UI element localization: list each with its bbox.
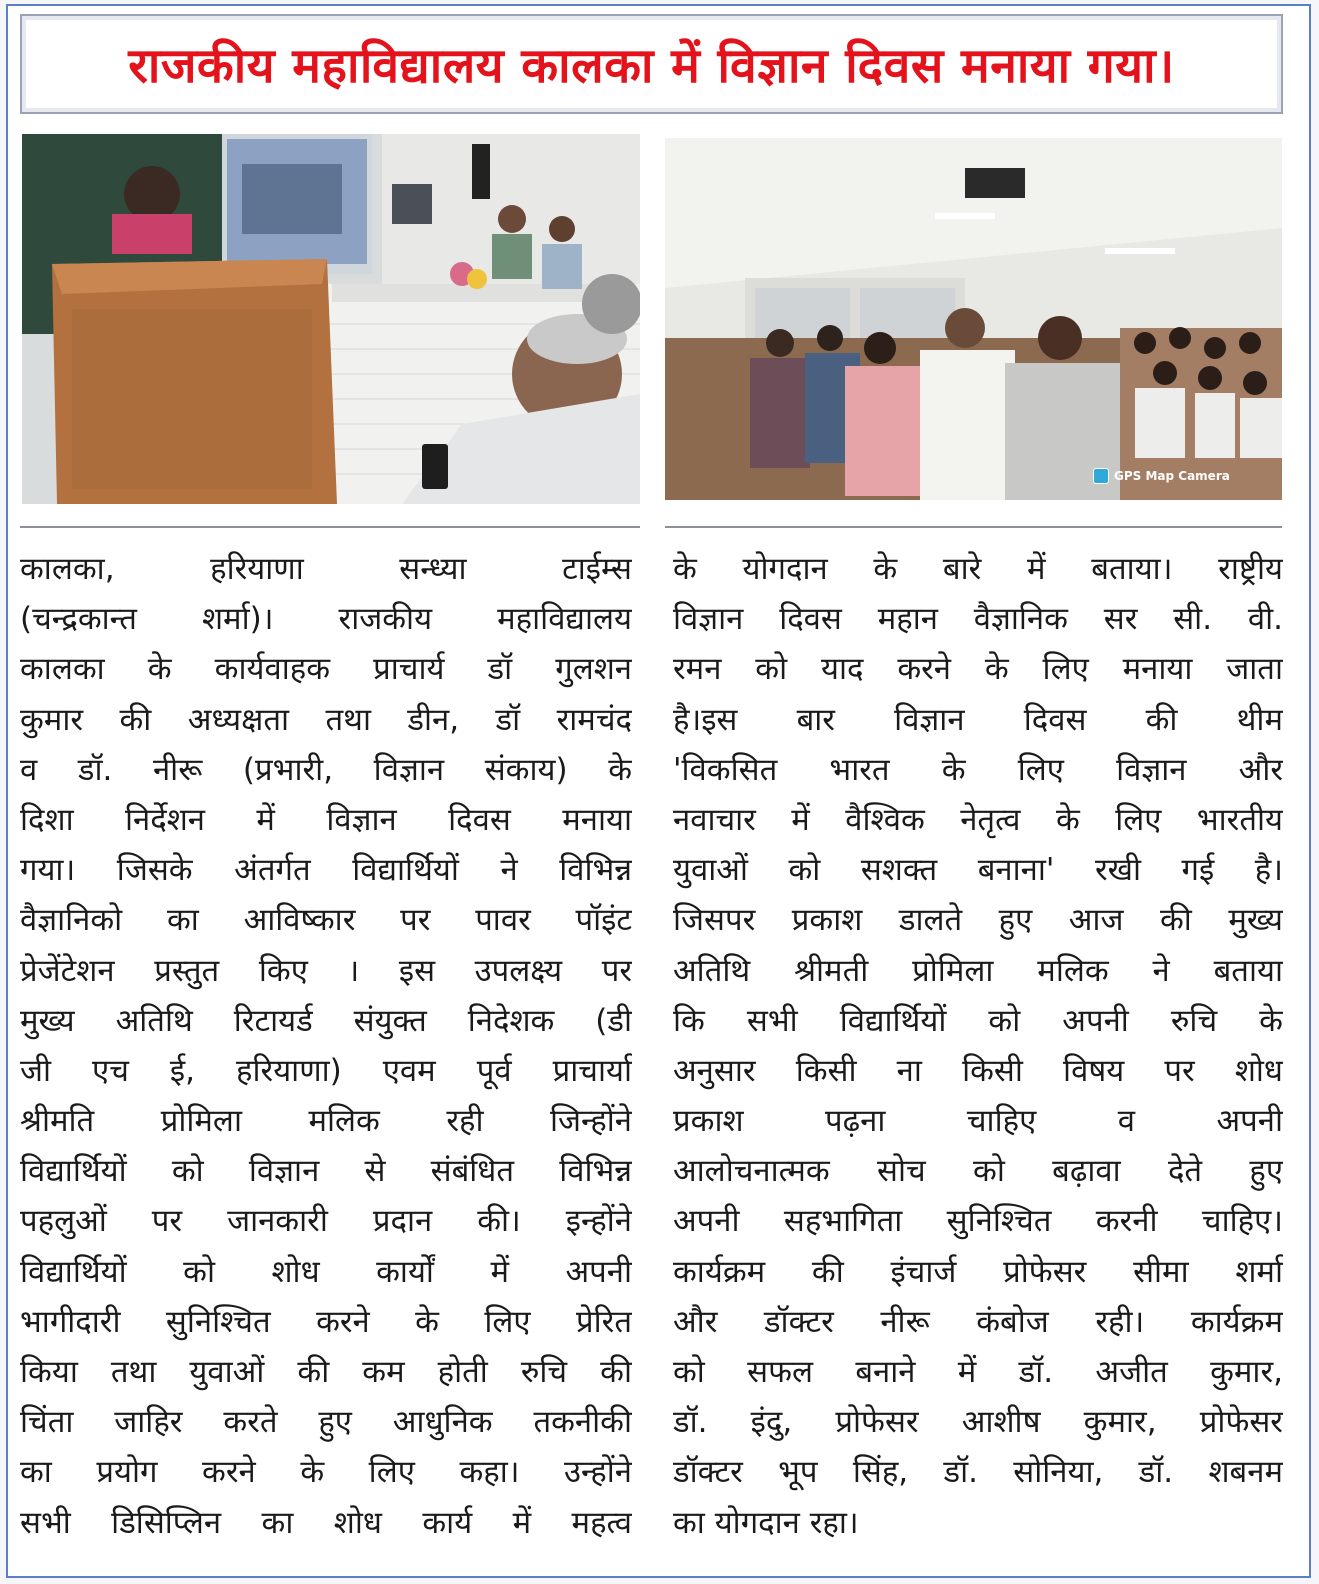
article-line: चिंता जाहिर करते हुए आधुनिक तकनीकी <box>20 1404 632 1441</box>
article-line: को सफल बनाने में डॉ. अजीत कुमार, <box>673 1354 1283 1390</box>
article-column-left <box>20 544 632 1548</box>
audience-seated-photo <box>665 138 1282 500</box>
article-line: का योगदान रहा। <box>673 1504 859 1541</box>
article-line: नवाचार में वैश्विक नेतृत्व के लिए भारतीय <box>673 801 1283 838</box>
article-line: और डॉक्टर नीरू कंबोज रही। कार्यक्रम <box>673 1303 1283 1340</box>
article-line: अतिथि श्रीमती प्रोमिला मलिक ने बताया <box>673 952 1283 989</box>
article-line: अपनी सहभागिता सुनिश्चित करनी चाहिए। <box>673 1203 1283 1240</box>
article-line: विद्यार्थियों को शोध कार्यों में अपनी <box>20 1253 632 1290</box>
headline: राजकीय महाविद्यालय कालका में विज्ञान दिवस मनाया गया। <box>128 37 1175 94</box>
article-line: सभी डिसिप्लिन का शोध कार्य में महत्व <box>20 1504 632 1541</box>
article-line: मुख्य अतिथि रिटायर्ड संयुक्त निदेशक (डी <box>20 1002 632 1039</box>
article-line: श्रीमति प्रोमिला मलिक रही जिन्होंने <box>20 1103 632 1140</box>
article-line: वैज्ञानिको का आविष्कार पर पावर पॉइंट <box>20 902 632 939</box>
article-line: डॉ. इंदु, प्रोफेसर आशीष कुमार, प्रोफेसर <box>673 1404 1283 1441</box>
article-line: प्रेजेंटेशन प्रस्तुत किए । इस उपलक्ष्य पर <box>20 952 632 989</box>
article-line: व डॉ. नीरू (प्रभारी, विज्ञान संकाय) के <box>20 751 632 788</box>
article-line: का प्रयोग करने के लिए कहा। उन्होंने <box>20 1454 632 1491</box>
article-line: गया। जिसके अंतर्गत विद्यार्थियों ने विभिन्न <box>20 852 632 889</box>
article-line: (चन्द्रकान्त शर्मा)। राजकीय महाविद्यालय <box>20 601 632 638</box>
article-line: 'विकसित भारत के लिए विज्ञान और <box>673 751 1283 788</box>
column-rule-left <box>20 526 640 528</box>
article-line: विद्यार्थियों को विज्ञान से संबंधित विभिन्न <box>20 1153 632 1190</box>
article-column-right <box>673 544 1283 1548</box>
article-line: कुमार की अध्यक्षता तथा डीन, डॉ रामचंद <box>20 701 632 738</box>
article-line: कार्यक्रम की इंचार्ज प्रोफेसर सीमा शर्मा <box>673 1253 1283 1290</box>
article-line: के योगदान के बारे में बताया। राष्ट्रीय <box>673 551 1283 587</box>
article-line: प्रकाश पढ़ना चाहिए व अपनी <box>673 1103 1283 1140</box>
article-line: अनुसार किसी ना किसी विषय पर शोध <box>673 1052 1283 1089</box>
article-line: दिशा निर्देशन में विज्ञान दिवस मनाया <box>20 801 632 838</box>
article-line: कालका, हरियाणा सन्ध्या टाईम्स <box>20 551 632 587</box>
column-rule-right <box>665 526 1282 528</box>
article-line: कि सभी विद्यार्थियों को अपनी रुचि के <box>673 1002 1283 1039</box>
article-line: रमन को याद करने के लिए मनाया जाता <box>673 651 1283 688</box>
article-line: आलोचनात्मक सोच को बढ़ावा देते हुए <box>673 1153 1283 1190</box>
article-line: युवाओं को सशक्त बनाना' रखी गई है। <box>673 852 1283 889</box>
gps-camera-icon <box>1093 468 1109 484</box>
article-line: विज्ञान दिवस महान वैज्ञानिक सर सी. वी. <box>673 601 1283 638</box>
article-line: डॉक्टर भूप सिंह, डॉ. सोनिया, डॉ. शबनम <box>673 1454 1283 1491</box>
article-line: भागीदारी सुनिश्चित करने के लिए प्रेरित <box>20 1303 632 1340</box>
lecture-podium-photo <box>22 134 640 504</box>
article-line: जी एच ई, हरियाणा) एवम पूर्व प्राचार्या <box>20 1052 632 1089</box>
gps-watermark-text: GPS Map Camera <box>1114 469 1230 483</box>
gps-watermark <box>1093 468 1230 484</box>
article-line: है।इस बार विज्ञान दिवस की थीम <box>673 701 1283 738</box>
article-line: पहलुओं पर जानकारी प्रदान की। इन्होंने <box>20 1203 632 1240</box>
article-line: किया तथा युवाओं की कम होती रुचि की <box>20 1354 632 1390</box>
headline-box <box>20 14 1283 114</box>
article-line: जिसपर प्रकाश डालते हुए आज की मुख्य <box>673 902 1283 939</box>
article-line: कालका के कार्यवाहक प्राचार्य डॉ गुलशन <box>20 651 632 688</box>
